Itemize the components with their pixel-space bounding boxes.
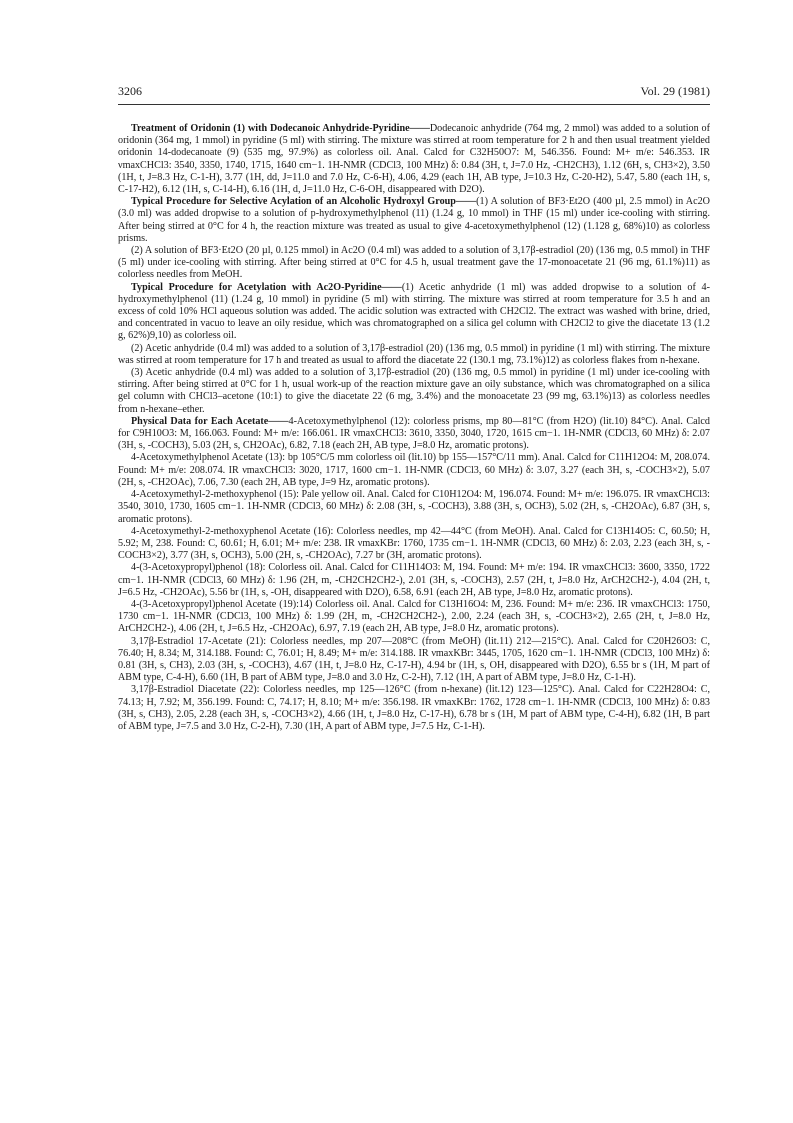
paragraph [118,452,710,489]
paragraph [118,526,710,563]
paragraph [118,562,710,599]
paragraph-text: (1) Acetic anhydride (1 ml) was added dropwise to a solution of 4-hydroxymethylphenol (11) (1.24 g, 10 mmol) in pyridine (5 ml) with stirring. The mixture was stirred at room temperature for 3.5 h and an excess of cold 10% HCl aqueous solution was added. The acidic solution was extracted with CH2Cl2. The extract was washed with brine, dried, and concentrated in vacuo to leave an oily residue, which was chromatographed on a silica gel column with CH2Cl2 to give the diacetate 13 (1.2 g, 62%)9,10) as colorless oil. [118,281,710,342]
paragraph-text: (2) A solution of BF3·Et2O (20 µl, 0.125 mmol) in Ac2O (0.4 ml) was added to a solution of 3,17β-estradiol (20) (136 mg, 0.5 mmol) in THF (5 ml) under ice-cooling with stirring. After being stirred at 0°C for 4.5 h, usual treatment gave the 17-monoacetate 21 (96 mg, 61.1%)11) as colorless needles from MeOH. [118,245,710,281]
paragraph [118,343,710,367]
page-number: 3206 [118,84,142,98]
paragraph [118,684,710,733]
paragraph-text: 3,17β-Estradiol Diacetate (22): Colorless needles, mp 125—126°C (from n-hexane) (lit.12) 123—125°C). Anal. Calcd for C22H28O4: C, 74.13; H, 7.92; M, 356.199. Found: C, 74.17; H, 8.10; M+ m/e: 356.198. IR νmaxKBr: 1762, 1728 cm−1. 1H-NMR (CDCl3, 100 MHz) δ: 0.83 (3H, s, CH3), 2.05, 2.28 (each 3H, s, -COCH3×2), 4.66 (1H, t, J=8.0 Hz, C-17-H), 6.78 br s (1H, M part of ABM type, C-4-H), 6.82 (1H, B part of ABM type, J=7.5 and 3.0 Hz, C-2-H), 7.30 (1H, A part of ABM type, J=7.5 Hz, C-1-H). [118,684,710,732]
paragraph-text: 4-Acetoxymethylphenol (12): colorless prisms, mp 80—81°C (from H2O) (lit.10) 84°C). Anal. Calcd for C9H10O3: M, 166.063. Found: M+ m/e: 166.061. IR νmaxCHCl3: 3610, 3350, 3040, 1720, 1615 cm−1. 1H-NMR (CDCl3, 60 MHz) δ: 2.07 (3H, s, -COCH3), 5.03 (2H, s, CH2OAc), 6.82, 7.18 (each 2H, AB type, J=8.0 Hz, aromatic protons). [118,415,710,452]
paragraph-text: 4-(3-Acetoxypropyl)phenol Acetate (19):14) Colorless oil. Anal. Calcd for C13H16O4: M, 236. Found: M+ m/e: 236. IR νmaxCHCl3: 1750, 1730 cm−1. 1H-NMR (CDCl3, 100 MHz) δ: 1.99 (2H, m, -CH2CH2CH2-), 2.00, 2.24 (each 3H, s, -COCH3×2), 2.65 (2H, t, J=8.0 Hz, ArCH2CH2-), 4.06 (2H, t, J=6.5 Hz, -CH2OAc), 6.97, 7.19 (each 2H, AB type, J=8.0 Hz, aromatic protons). [118,598,710,635]
journal-volume: Vol. 29 (1981) [640,84,710,98]
paragraph-heading: Physical Data for Each Acetate—— [131,415,289,427]
paragraph-text: (2) Acetic anhydride (0.4 ml) was added to a solution of 3,17β-estradiol (20) (136 mg, 0.5 mmol) in pyridine (1 ml) with stirring. The mixture was stirred at room temperature for 17 h and treated as usual to afford the diacetate 22 (130.1 mg, 73.1%)12) as colorless flakes from n-hexane. [118,342,710,366]
paragraph-text: 4-Acetoxymethyl-2-methoxyphenol Acetate (16): Colorless needles, mp 42—44°C (from MeOH). Anal. Calcd for C13H14O5: C, 60.50; H, 5.92; M, 238. Found: C, 60.61; H, 6.01; M+ m/e: 238. IR νmaxKBr: 1760, 1735 cm−1. 1H-NMR (CDCl3, 60 MHz) δ: 2.03, 2.23 (each 3H, s, -COCH3×2), 3.77 (3H, s, OCH3), 5.00 (2H, s, -CH2OAc), 7.27 br (3H, aromatic protons). [118,525,710,562]
paragraph [118,416,710,453]
paragraph-heading: Typical Procedure for Selective Acylation of an Alcoholic Hydroxyl Group—— [131,196,477,208]
paragraph-text: 4-Acetoxymethylphenol Acetate (13): bp 105°C/5 mm colorless oil (lit.10) bp 155—157°C/11 mm). Anal. Calcd for C11H12O4: M, 208.074. Found: M+ m/e: 208.074. IR νmaxCHCl3: 3020, 1717, 1600 cm−1. 1H-NMR (CDCl3, 60 MHz) δ: 3.07, 3.27 (each 3H, s, -COCH3×2), 5.07 (2H, s, -CH2OAc), 7.06, 7.30 (each 2H, AB type, J=9 Hz, aromatic protons). [118,452,710,488]
paragraph [118,489,710,526]
paragraph [118,196,710,245]
paragraph [118,599,710,636]
paragraph-text: (1) A solution of BF3·Et2O (400 µl, 2.5 mmol) in Ac2O (3.0 ml) was added dropwise to a solution of p-hydroxymethylphenol (11) (1.24 g, 10 mmol) in THF (15 ml) under ice-cooling with stirring. After being stirred at 0°C for 4 h, the reaction mixture was treated as usual to give 4-acetoxymethylphenol (12) (1.128 g, 68%)10) as colorless prisms. [118,196,710,244]
paragraph [118,282,710,343]
running-header [118,84,710,100]
paragraph-heading: Treatment of Oridonin (1) with Dodecanoic Anhydride-Pyridine—— [131,123,430,134]
paragraph [118,245,710,282]
header-rule [118,104,710,105]
paragraph-heading: Typical Procedure for Acetylation with Ac2O-Pyridine—— [131,281,402,293]
paragraph-text: (3) Acetic anhydride (0.4 ml) was added to a solution of 3,17β-estradiol (20) (136 mg, 0.5 mmol) in pyridine (1 ml) under ice-cooling with stirring. After being stirred at 0°C for 1 h, usual work-up of the reaction mixture gave an oily substance, which was chromatographed on a silica gel column with CHCl3–acetone (10:1) to give the diacetate 22 (6 mg, 3.4%) and the monoacetate 23 (99 mg, 63.1%)13) as colorless needles from n-hexane–ether. [118,367,710,415]
paragraph [118,636,710,685]
paragraph [118,367,710,416]
paragraph-text: 4-Acetoxymethyl-2-methoxyphenol (15): Pale yellow oil. Anal. Calcd for C10H12O4: M, 196.074. Found: M+ m/e: 196.075. IR νmaxCHCl3: 3540, 3010, 1730, 1605 cm−1. 1H-NMR (CDCl3, 60 MHz) δ: 2.08 (3H, s, -COCH3), 3.88 (3H, s, OCH3), 5.02 (2H, s, -CH2OAc), 6.87 (3H, s, aromatic protons). [118,489,710,525]
paragraph-text: 4-(3-Acetoxypropyl)phenol (18): Colorless oil. Anal. Calcd for C11H14O3: M, 194. Found: M+ m/e: 194. IR νmaxCHCl3: 3600, 3350, 1722 cm−1. 1H-NMR (CDCl3, 60 MHz) δ: 1.96 (2H, m, -CH2CH2CH2-), 2.01 (3H, s, -COCH3), 2.57 (2H, t, J=8.0 Hz, ArCH2CH2-), 4.04 (2H, t, J=6.5 Hz, -CH2OAc), 5.56 br (1H, s, -OH, disappeared with D2O), 6.58, 6.91 (each 2H, AB type, J=8.0 Hz, aromatic protons). [118,562,710,598]
paragraph [118,123,710,196]
paragraph-text: Dodecanoic anhydride (764 mg, 2 mmol) was added to a solution of oridonin (364 mg, 1 mmol) in pyridine (5 ml) with stirring. The mixture was stirred at room temperature for 2 h and then usual treatment yielded oridonin 14-dodecanoate (9) (535 mg, 97.9%) as colorless oil. Anal. Calcd for C32H50O7: M, 546.356. Found: M+ m/e: 546.353. IR νmaxCHCl3: 3540, 3350, 1740, 1715, 1640 cm−1. 1H-NMR (CDCl3, 100 MHz) δ: 0.84 (3H, t, J=7.0 Hz, -CH2CH3), 1.12 (6H, s, CH3×2), 3.50 (1H, t, J=8.3 Hz, C-1-H), 3.77 (1H, dd, J=11.0 and 7.0 Hz, C-6-H), 4.06, 4.29 (each 1H, AB type, J=10.3 Hz, C-20-H2), 5.47, 5.80 (each 1H, s, C-17-H2), 6.12 (1H, s, C-14-H), 6.16 (1H, d, J=11.0 Hz, C-6-OH, disappeared with D2O). [118,123,710,196]
article-body [118,123,710,733]
paragraph-text: 3,17β-Estradiol 17-Acetate (21): Colorless needles, mp 207—208°C (from MeOH) (lit.11) 212—215°C). Anal. Calcd for C20H26O3: C, 76.40; H, 8.34; M, 314.188. Found: C, 76.01; H, 8.49; M+ m/e: 314.188. IR νmaxKBr: 3445, 1705, 1620 cm−1. 1H-NMR (CDCl3, 100 MHz) δ: 0.81 (3H, s, CH3), 2.03 (3H, s, -COCH3), 4.67 (1H, t, J=8.0 Hz, C-17-H), 4.94 br (1H, s, OH, disappeared with D2O), 6.55 br s (1H, M part of ABM type, C-4-H), 6.60 (1H, B part of ABM type, J=8.0 and 3.0 Hz, C-2-H), 7.12 (1H, A part of ABM type, J=8.0 Hz, C-1-H). [118,635,710,684]
